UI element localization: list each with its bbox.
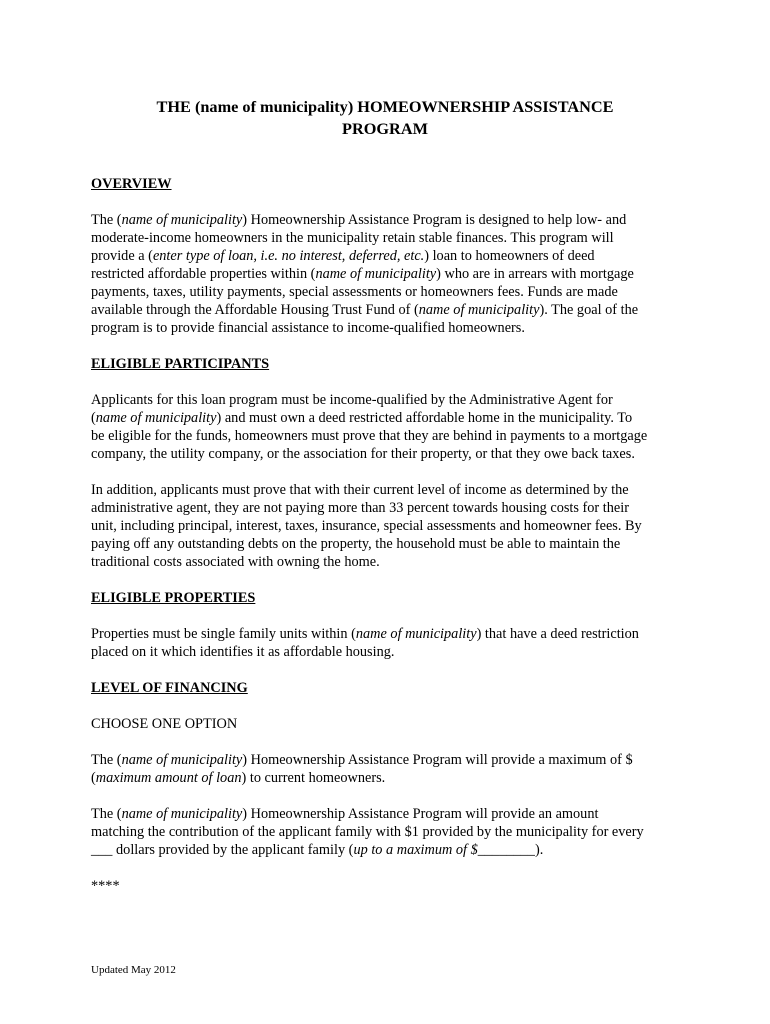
paragraph-line: matching the contribution of the applicant family with $1 provided by the municipality for every (91, 824, 644, 840)
paragraph-line: ___ dollars provided by the applicant family (up to a maximum of $________). (91, 842, 544, 858)
paragraph-gap (91, 733, 691, 751)
paragraph (91, 481, 691, 571)
paragraph-line: be eligible for the funds, homeowners must prove that they are behind in payments to a mortgage (91, 428, 648, 444)
paragraph-line: paying off any outstanding debts on the property, the household must be able to maintain the (91, 536, 621, 552)
paragraph (91, 391, 691, 463)
section-heading: ELIGIBLE PROPERTIES (91, 590, 256, 606)
section-heading: OVERVIEW (91, 176, 172, 192)
section-gap (91, 661, 691, 679)
paragraph-line: The (name of municipality) Homeownership Assistance Program is designed to help low- and (91, 212, 627, 228)
paragraph-line: Applicants for this loan program must be income-qualified by the Administrative Agent for (91, 392, 613, 408)
paragraph-line: (maximum amount of loan) to current homeowners. (91, 770, 386, 786)
paragraph (91, 211, 691, 337)
paragraph-line: CHOOSE ONE OPTION (91, 716, 238, 732)
paragraph-gap (91, 463, 691, 481)
paragraph-gap (91, 787, 691, 805)
paragraph-line: unit, including principal, interest, taxes, insurance, special assessments and homeowner fees. By (91, 518, 642, 534)
section-gap (91, 571, 691, 589)
paragraph-line: The (name of municipality) Homeownership Assistance Program will provide a maximum of $ (91, 752, 633, 768)
paragraph-line: Properties must be single family units within (name of municipality) that have a deed restriction (91, 626, 639, 642)
paragraph-line: (name of municipality) and must own a deed restricted affordable home in the municipality. To (91, 410, 633, 426)
paragraph-line: program is to provide financial assistance to income-qualified homeowners. (91, 320, 525, 336)
paragraph-line: traditional costs associated with owning the home. (91, 554, 380, 570)
paragraph-line: In addition, applicants must prove that with their current level of income as determined by the (91, 482, 629, 498)
document-title (0, 96, 770, 140)
footer-updated-date: Updated May 2012 (91, 964, 176, 976)
paragraph (91, 625, 691, 661)
paragraph (91, 805, 691, 859)
paragraph-line: company, the utility company, or the association for their property, or that they owe back taxes. (91, 446, 635, 462)
paragraph-line: provide a (enter type of loan, i.e. no interest, deferred, etc.) loan to homeowners of deed (91, 248, 595, 264)
section-heading: LEVEL OF FINANCING (91, 680, 248, 696)
paragraph-line: payments, taxes, utility payments, special assessments or homeowners fees. Funds are made (91, 284, 618, 300)
paragraph-gap (91, 193, 691, 211)
paragraph-line: The (name of municipality) Homeownership Assistance Program will provide an amount (91, 806, 599, 822)
paragraph-line: placed on it which identifies it as affordable housing. (91, 644, 395, 660)
paragraph-line: **** (91, 878, 120, 894)
paragraph-gap (91, 373, 691, 391)
paragraph (91, 877, 691, 895)
paragraph-line: administrative agent, they are not paying more than 33 percent towards housing costs for their (91, 500, 629, 516)
paragraph-gap (91, 607, 691, 625)
title-line-2: PROGRAM (342, 119, 428, 138)
paragraph (91, 715, 691, 733)
section-gap (91, 337, 691, 355)
paragraph-gap (91, 697, 691, 715)
paragraph (91, 751, 691, 787)
document-body (91, 175, 691, 895)
paragraph-line: restricted affordable properties within (name of municipality) who are in arrears with mortgage (91, 266, 634, 282)
paragraph-gap (91, 859, 691, 877)
title-line-1: THE (name of municipality) HOMEOWNERSHIP ASSISTANCE (156, 97, 614, 116)
paragraph-line: available through the Affordable Housing Trust Fund of (name of municipality). The goal of the (91, 302, 639, 318)
section-heading: ELIGIBLE PARTICIPANTS (91, 356, 270, 372)
paragraph-line: moderate-income homeowners in the municipality retain stable finances. This program will (91, 230, 614, 246)
